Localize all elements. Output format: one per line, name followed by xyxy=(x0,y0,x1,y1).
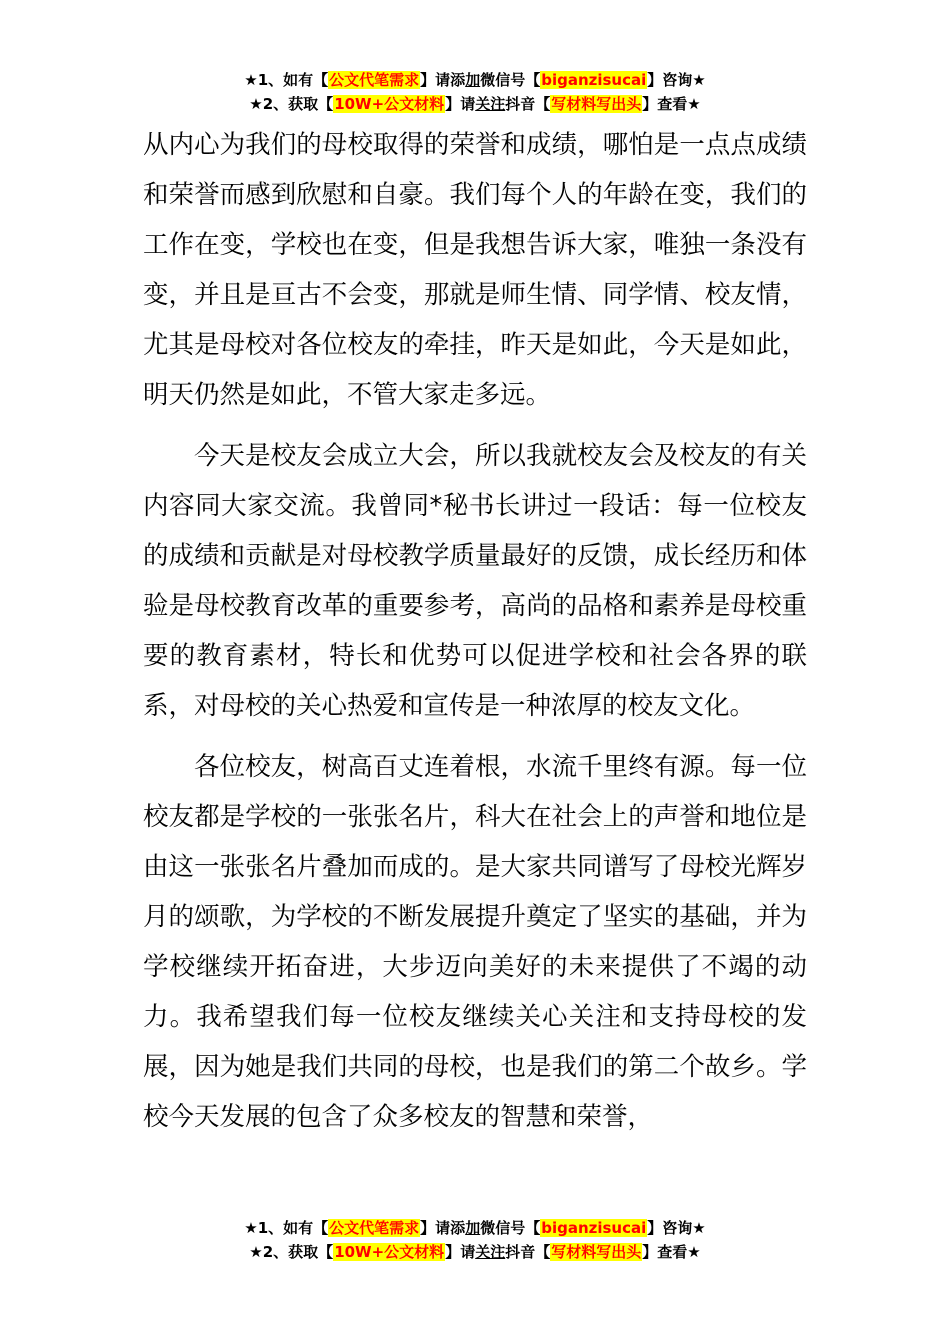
highlight-service: 公文代笔需求 xyxy=(329,1219,420,1237)
banner-text: 】请添 xyxy=(420,71,466,89)
banner-text: 】请添 xyxy=(420,1219,466,1237)
document-body xyxy=(143,120,807,1142)
highlight-wechat-id: biganzisucai xyxy=(541,1219,647,1237)
banner-text: 微信号【 xyxy=(480,71,541,89)
banner-text: 】咨询★ xyxy=(647,71,706,89)
banner-text: 】请 xyxy=(445,95,476,113)
banner-text: 】咨询★ xyxy=(647,1219,706,1237)
underlined-text: 关注 xyxy=(475,95,506,113)
highlight-service: 公文代笔需求 xyxy=(329,71,420,89)
paragraph-3: 各位校友，树高百丈连着根，水流千里终有源。每一位校友都是学校的一张张名片，科大在社会上的声誉和地位是由这一张张名片叠加而成的。是大家共同谱写了母校光辉岁月的颂歌，为学校的不断发展提升奠定了坚实的基础，并为学校继续开拓奋进，大步迈向美好的未来提供了不竭的动力。我希望我们每一位校友继续关心关注和支持母校的发展，因为她是我们共同的母校，也是我们的第二个故乡。学校今天发展的包含了众多校友的智慧和荣誉， xyxy=(143,752,807,1132)
banner-text: ★2、获取【 xyxy=(249,95,334,113)
highlight-douyin-account: 写材料写出头 xyxy=(551,1243,642,1261)
banner-line-1 xyxy=(0,1216,950,1240)
highlight-douyin-account: 写材料写出头 xyxy=(551,95,642,113)
banner-text: ★1、如有【 xyxy=(244,1219,329,1237)
banner-text: 抖音【 xyxy=(505,1243,551,1261)
banner-line-1 xyxy=(0,68,950,92)
underlined-text: 关注 xyxy=(475,1243,506,1261)
paragraph-1: 从内心为我们的母校取得的荣誉和成绩，哪怕是一点点成绩和荣誉而感到欣慰和自豪。我们每个人的年龄在变，我们的工作在变，学校也在变，但是我想告诉大家，唯独一条没有变，并且是亘古不会变，那就是师生情、同学情、校友情，尤其是母校对各位校友的牵挂，昨天是如此，今天是如此，明天仍然是如此，不管大家走多远。 xyxy=(143,130,807,410)
highlight-materials: 10W+公文材料 xyxy=(334,95,445,113)
banner-text: 抖音【 xyxy=(505,95,551,113)
underlined-text: 加 xyxy=(465,71,481,89)
banner-text: 微信号【 xyxy=(480,1219,541,1237)
header-banner xyxy=(0,68,950,116)
banner-text: 】请 xyxy=(445,1243,476,1261)
highlight-materials: 10W+公文材料 xyxy=(334,1243,445,1261)
banner-line-2 xyxy=(0,92,950,116)
banner-line-2 xyxy=(0,1240,950,1264)
banner-text: ★2、获取【 xyxy=(249,1243,334,1261)
highlight-wechat-id: biganzisucai xyxy=(541,71,647,89)
banner-text: 】查看★ xyxy=(642,1243,701,1261)
banner-text: 】查看★ xyxy=(642,95,701,113)
footer-banner xyxy=(0,1216,950,1264)
banner-text: ★1、如有【 xyxy=(244,71,329,89)
paragraph-2: 今天是校友会成立大会，所以我就校友会及校友的有关内容同大家交流。我曾同*秘书长讲过一段话：每一位校友的成绩和贡献是对母校教学质量最好的反馈，成长经历和体验是母校教育改革的重要参考，高尚的品格和素养是母校重要的教育素材，特长和优势可以促进学校和社会各界的联系，对母校的关心热爱和宣传是一种浓厚的校友文化。 xyxy=(143,441,807,721)
underlined-text: 加 xyxy=(465,1219,481,1237)
